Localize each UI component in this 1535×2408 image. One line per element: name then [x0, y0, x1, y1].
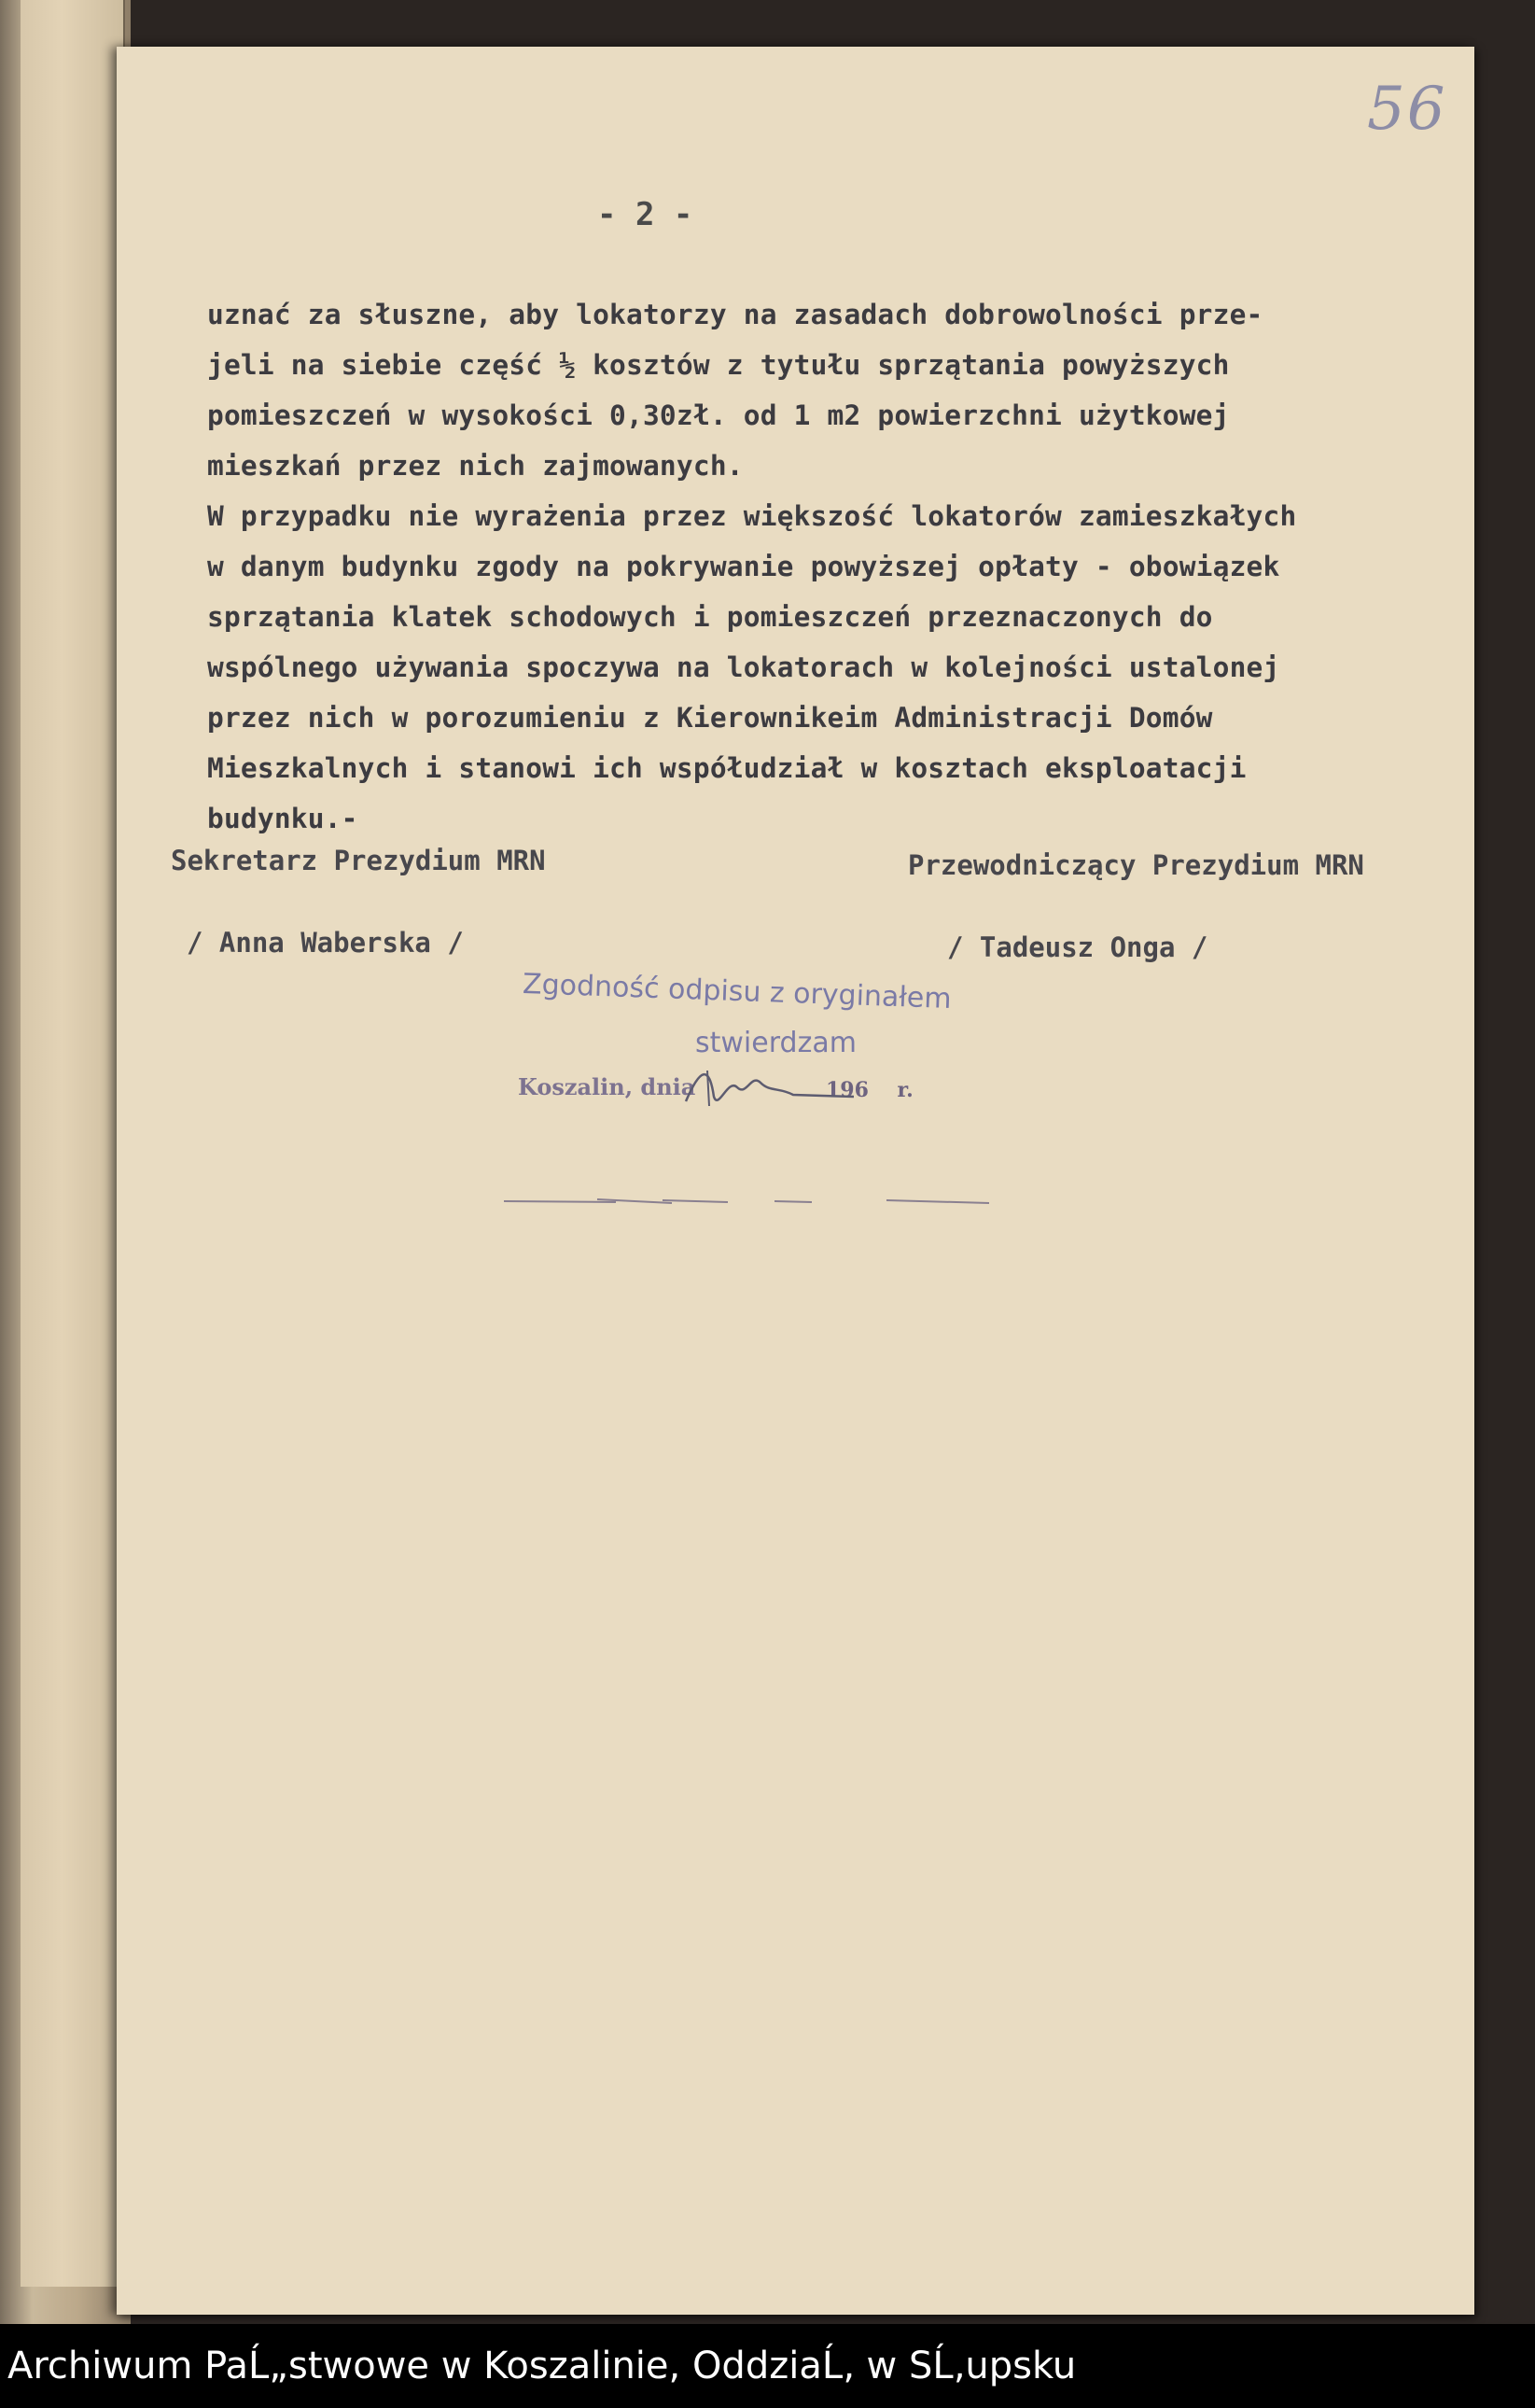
- body-line: Mieszkalnych i stanowi ich współudział w kosztach eksploatacji: [207, 752, 1247, 784]
- signature-name-right: / Tadeusz Onga /: [947, 931, 1208, 963]
- page-number: - 2 -: [597, 196, 693, 233]
- body-line: przez nich w porozumieniu z Kierownikeim Administracji Domów: [207, 702, 1213, 734]
- stamp-line-1: Zgodność odpisu z oryginałem: [522, 967, 953, 1016]
- body-line: budynku.-: [207, 803, 358, 834]
- binding-edge: [21, 0, 125, 2287]
- archive-label: Archiwum PaĹ„stwowe w Koszalinie, OddziaĹ‚ w SĹ‚upsku: [7, 2345, 1077, 2387]
- archive-footer: [0, 2324, 1535, 2408]
- body-text: [207, 289, 1476, 844]
- signature-title-right: Przewodniczący Prezydium MRN: [908, 849, 1364, 881]
- body-line: jeli na siebie część ½ kosztów z tytułu sprzątania powyższych: [207, 349, 1230, 381]
- body-line: sprzątania klatek schodowych i pomieszczeń przeznaczonych do: [207, 601, 1213, 633]
- stamp-year-suffix: 196 r.: [826, 1078, 914, 1102]
- signature-name-left: / Anna Waberska /: [187, 927, 464, 959]
- body-line: W przypadku nie wyrażenia przez większość lokatorów zamieszkałych: [207, 500, 1297, 532]
- body-line: mieszkań przez nich zajmowanych.: [207, 450, 744, 482]
- signature-title-left: Sekretarz Prezydium MRN: [171, 845, 546, 876]
- body-line: wspólnego używania spoczywa na lokatorach w kolejności ustalonej: [207, 651, 1280, 683]
- body-line: pomieszczeń w wysokości 0,30zł. od 1 m2 powierzchni użytkowej: [207, 399, 1230, 431]
- handwritten-signature: [681, 1059, 858, 1115]
- faint-signature-line: [504, 1195, 989, 1208]
- folio-number: 56: [1367, 75, 1447, 144]
- body-line: uznać za słuszne, aby lokatorzy na zasadach dobrowolności prze-: [207, 299, 1263, 330]
- body-line: w danym budynku zgody na pokrywanie powyższej opłaty - obowiązek: [207, 551, 1280, 582]
- stamp-place-date: Koszalin, dnia: [518, 1073, 696, 1100]
- stamp-line-2: stwierdzam: [695, 1027, 857, 1059]
